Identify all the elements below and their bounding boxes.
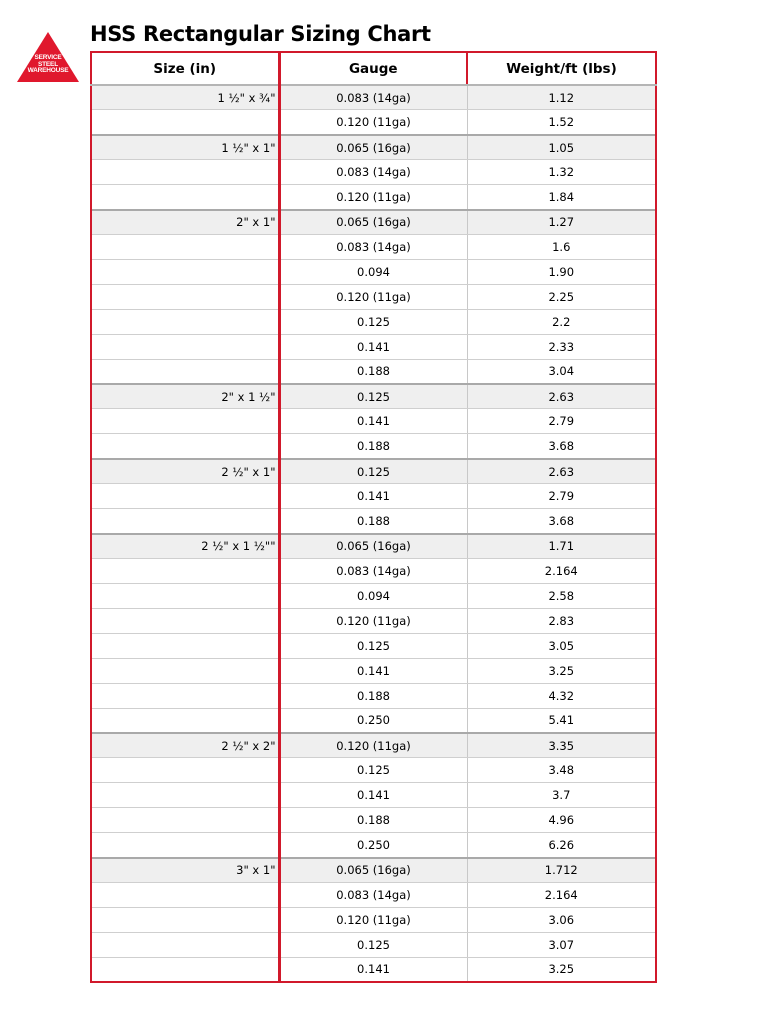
size-cell [91, 559, 279, 584]
size-cell: 2 ½" x 2" [91, 733, 279, 758]
table-row [91, 534, 656, 559]
weight-cell: 3.35 [467, 733, 656, 758]
table-row [91, 459, 656, 484]
weight-cell: 3.48 [467, 758, 656, 783]
gauge-cell: 0.141 [279, 658, 467, 683]
gauge-cell: 0.083 (14ga) [279, 85, 467, 110]
gauge-cell: 0.094 [279, 259, 467, 284]
size-cell [91, 932, 279, 957]
gauge-cell: 0.094 [279, 583, 467, 608]
size-cell [91, 658, 279, 683]
gauge-cell: 0.065 (16ga) [279, 534, 467, 559]
size-cell [91, 160, 279, 185]
weight-cell: 2.25 [467, 284, 656, 309]
size-cell: 2 ½" x 1" [91, 459, 279, 484]
weight-cell: 1.90 [467, 259, 656, 284]
gauge-cell: 0.188 [279, 359, 467, 384]
table-row [91, 559, 656, 584]
gauge-cell: 0.083 (14ga) [279, 559, 467, 584]
size-cell [91, 434, 279, 459]
weight-cell: 1.12 [467, 85, 656, 110]
size-cell: 1 ½" x 1" [91, 135, 279, 160]
table-row [91, 135, 656, 160]
weight-cell: 1.27 [467, 210, 656, 235]
gauge-cell: 0.141 [279, 334, 467, 359]
size-cell: 2 ½" x 1 ½"" [91, 534, 279, 559]
gauge-cell: 0.120 (11ga) [279, 907, 467, 932]
gauge-cell: 0.141 [279, 409, 467, 434]
table-row [91, 608, 656, 633]
gauge-cell: 0.188 [279, 683, 467, 708]
table-row [91, 259, 656, 284]
table-row [91, 907, 656, 932]
column-header-size: Size (in) [91, 52, 279, 85]
table-row [91, 509, 656, 534]
weight-cell: 3.25 [467, 658, 656, 683]
column-header-weight: Weight/ft (lbs) [467, 52, 656, 85]
table-row [91, 484, 656, 509]
table-row [91, 110, 656, 135]
table-row [91, 235, 656, 260]
size-cell [91, 883, 279, 908]
table-row [91, 359, 656, 384]
table-row [91, 210, 656, 235]
size-cell [91, 185, 279, 210]
weight-cell: 3.7 [467, 783, 656, 808]
size-cell [91, 235, 279, 260]
size-cell [91, 683, 279, 708]
page-title: HSS Rectangular Sizing Chart [90, 22, 431, 46]
size-cell: 2" x 1" [91, 210, 279, 235]
table-row [91, 858, 656, 883]
gauge-cell: 0.065 (16ga) [279, 135, 467, 160]
weight-cell: 3.68 [467, 434, 656, 459]
gauge-cell: 0.125 [279, 384, 467, 409]
weight-cell: 1.6 [467, 235, 656, 260]
gauge-cell: 0.125 [279, 758, 467, 783]
table-row [91, 85, 656, 110]
size-cell [91, 608, 279, 633]
table-row [91, 409, 656, 434]
size-cell: 1 ½" x ¾" [91, 85, 279, 110]
weight-cell: 2.2 [467, 309, 656, 334]
gauge-cell: 0.250 [279, 833, 467, 858]
gauge-cell: 0.188 [279, 808, 467, 833]
size-cell [91, 957, 279, 982]
weight-cell: 2.63 [467, 459, 656, 484]
table-row [91, 185, 656, 210]
weight-cell: 2.79 [467, 484, 656, 509]
weight-cell: 1.32 [467, 160, 656, 185]
weight-cell: 2.164 [467, 883, 656, 908]
size-cell [91, 708, 279, 733]
table-body [91, 85, 656, 982]
gauge-cell: 0.188 [279, 434, 467, 459]
table-row [91, 284, 656, 309]
table-row [91, 633, 656, 658]
sizing-table [90, 51, 657, 983]
logo-line: STEEL [38, 60, 58, 68]
weight-cell: 5.41 [467, 708, 656, 733]
weight-cell: 2.83 [467, 608, 656, 633]
gauge-cell: 0.083 (14ga) [279, 235, 467, 260]
gauge-cell: 0.141 [279, 783, 467, 808]
weight-cell: 2.63 [467, 384, 656, 409]
size-cell [91, 509, 279, 534]
size-cell [91, 808, 279, 833]
size-cell [91, 833, 279, 858]
weight-cell: 1.712 [467, 858, 656, 883]
table-row [91, 808, 656, 833]
size-cell [91, 334, 279, 359]
column-header-gauge: Gauge [279, 52, 467, 85]
weight-cell: 3.68 [467, 509, 656, 534]
table-row [91, 583, 656, 608]
logo-line: SERVICE [34, 54, 62, 61]
table-row [91, 160, 656, 185]
gauge-cell: 0.125 [279, 309, 467, 334]
table-row [91, 932, 656, 957]
size-cell [91, 783, 279, 808]
table-row [91, 708, 656, 733]
weight-cell: 3.06 [467, 907, 656, 932]
weight-cell: 3.25 [467, 957, 656, 982]
table-row [91, 733, 656, 758]
size-cell [91, 110, 279, 135]
size-cell: 3" x 1" [91, 858, 279, 883]
weight-cell: 1.84 [467, 185, 656, 210]
gauge-cell: 0.120 (11ga) [279, 608, 467, 633]
table-row [91, 783, 656, 808]
weight-cell: 3.04 [467, 359, 656, 384]
table-header-row [91, 52, 656, 85]
size-cell: 2" x 1 ½" [91, 384, 279, 409]
weight-cell: 3.07 [467, 932, 656, 957]
gauge-cell: 0.083 (14ga) [279, 160, 467, 185]
gauge-cell: 0.120 (11ga) [279, 110, 467, 135]
gauge-cell: 0.125 [279, 633, 467, 658]
weight-cell: 1.05 [467, 135, 656, 160]
table-row [91, 309, 656, 334]
size-cell [91, 907, 279, 932]
gauge-cell: 0.120 (11ga) [279, 185, 467, 210]
weight-cell: 6.26 [467, 833, 656, 858]
size-cell [91, 484, 279, 509]
table-row [91, 384, 656, 409]
gauge-cell: 0.065 (16ga) [279, 210, 467, 235]
size-cell [91, 309, 279, 334]
gauge-cell: 0.188 [279, 509, 467, 534]
weight-cell: 4.96 [467, 808, 656, 833]
weight-cell: 2.164 [467, 559, 656, 584]
gauge-cell: 0.120 (11ga) [279, 284, 467, 309]
table-row [91, 957, 656, 982]
table-row [91, 883, 656, 908]
weight-cell: 2.58 [467, 583, 656, 608]
size-cell [91, 409, 279, 434]
table-row [91, 833, 656, 858]
size-cell [91, 758, 279, 783]
gauge-cell: 0.083 (14ga) [279, 883, 467, 908]
weight-cell: 2.33 [467, 334, 656, 359]
gauge-cell: 0.120 (11ga) [279, 733, 467, 758]
weight-cell: 4.32 [467, 683, 656, 708]
size-cell [91, 359, 279, 384]
table-row [91, 758, 656, 783]
gauge-cell: 0.250 [279, 708, 467, 733]
gauge-cell: 0.065 (16ga) [279, 858, 467, 883]
gauge-cell: 0.125 [279, 459, 467, 484]
weight-cell: 2.79 [467, 409, 656, 434]
size-cell [91, 259, 279, 284]
gauge-cell: 0.141 [279, 484, 467, 509]
weight-cell: 1.71 [467, 534, 656, 559]
weight-cell: 3.05 [467, 633, 656, 658]
weight-cell: 1.52 [467, 110, 656, 135]
table-row [91, 683, 656, 708]
size-cell [91, 284, 279, 309]
table-row [91, 334, 656, 359]
size-cell [91, 583, 279, 608]
logo-line: WAREHOUSE [27, 67, 69, 74]
size-cell [91, 633, 279, 658]
table-row [91, 658, 656, 683]
gauge-cell: 0.141 [279, 957, 467, 982]
gauge-cell: 0.125 [279, 932, 467, 957]
table-row [91, 434, 656, 459]
logo-wordmark [17, 55, 79, 75]
